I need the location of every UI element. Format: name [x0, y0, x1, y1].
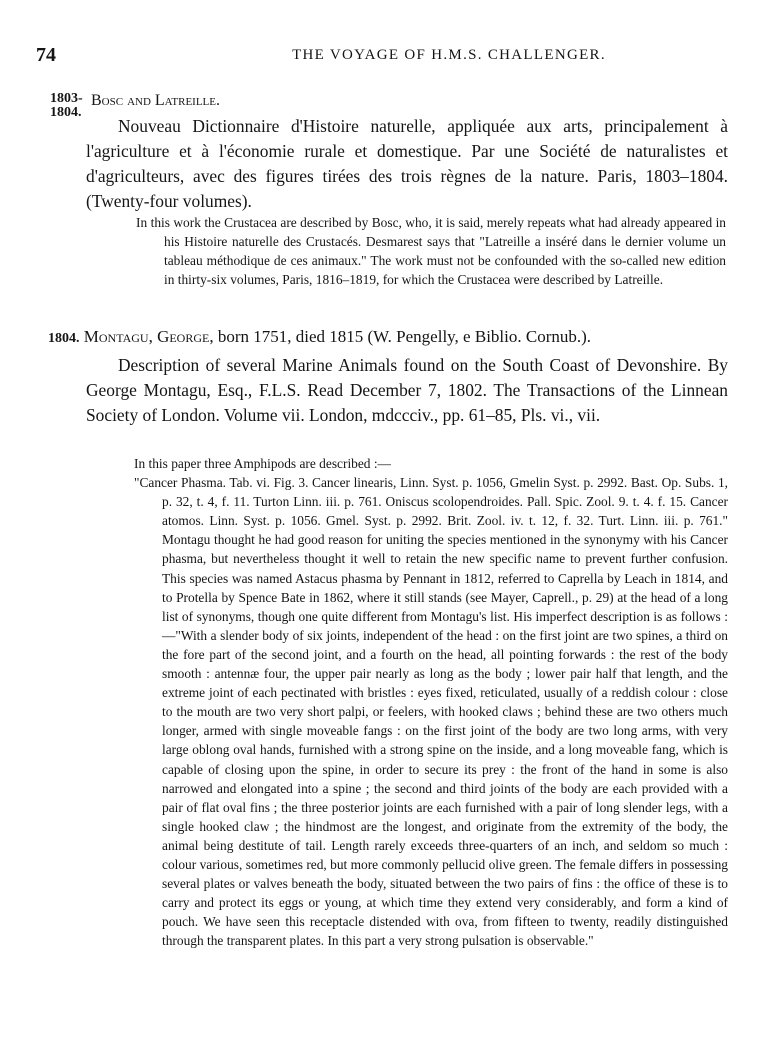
entry-title: Description of several Marine Animals found on the South Coast of Devonshire. By George Montagu, Esq., F.L.S. Read December 7, 1802. The Transactions of the Linnean Society of London. Volume vii. London, mdccciv., pp. 61–85, Pls. vi., vii. — [86, 355, 728, 425]
entry-note-body: "Cancer Phasma. Tab. vi. Fig. 3. Cancer linearis, Linn. Syst. p. 1056, Gmelin Syst. p. 2992. Bast. Op. Subs. 1, p. 32, t. 4, f. 11. Turton Linn. iii. p. 761. Oniscus scolopendroides. Pall. Spic. Zool. 9. t. 4. f. 15. Cancer atomos. Linn. Syst. p. 1056. Gmel. Syst. p. 2992. Brit. Zool. iv. t. 12, f. 32. Turt. Linn. iii. p. 761." Montagu thought he had good reason for uniting the species mentioned in the synonymy with his Cancer phasma, but nevertheless thought it well to retain the new specific name to prevent further confusion. This species was named Astacus phasma by Pennant in 1812, referred to Caprella by Leach in 1814, and to Protella by Spence Bate in 1862, where it still stands (see Mayer, Caprell., p. 29) at the head of a long list of synonyms, though one quite different from Montagu's list. His imperfect description is as follows :—"With a slender body of six joints, independent of the head : on the first joint are two spines, a third on the fore part of the second joint, and a fourth on the head, all pointing forwards : the rest of the body smooth : antennæ four, the upper pair nearly as long as the body ; lower pair half that length, and the extreme joint of each pectinated with bristles : eyes fixed, reticulated, usually of a reddish colour : close to the mouth are two very short palpi, or feelers, with hooked claws ; behind these are two others much longer, armed with single moveable fangs : on the first joint of the body are two long arms, with very large oblong oval hands, furnished with a strong spine on the inside, and a long moveable fang, which is capable of closing upon the spine, in order to secure its prey : the front of the hand in some is also narrowed and elongated into a spine ; the second and third joints of the body are each provided with a pair of flat oval fins ; the three posterior joints are each furnished with a pair of long slender legs, with a single hooked claw ; the hindmost are the longest, and originate from the extremity of the body, the animal being destitute of tail. Length rarely exceeds three-quarters of an inch, and seldom so much : colour various, sometimes red, but more commonly pellucid olive green. The female differs in possessing several plates or valves beneath the body, situated between the two pairs of fins : the office of these is to carry and protect its eggs or young, at which time they extend very considerably, and form a kind of pouch. We have seen this receptacle distended with ova, from fifteen to twenty, readily distinguished through the transparent plates. In this part a very strong pulsation is observable." — [134, 475, 728, 949]
entry-author-details: born 1751, died 1815 (W. Pengelly, e Biblio. Cornub.). — [213, 327, 592, 346]
entry-note-intro: In this paper three Amphipods are described :— — [134, 456, 391, 471]
entry-authors: Bosc and Latreille. — [91, 92, 220, 109]
entry-title-block — [86, 353, 728, 428]
entry-author: Montagu, George, — [83, 327, 214, 346]
entry-title-block — [86, 114, 728, 214]
page-header — [36, 44, 742, 68]
page-number: 74 — [36, 44, 56, 66]
entry-date-end: 1804. — [50, 105, 82, 120]
entry-note-text: In this work the Crustacea are described by Bosc, who, it is said, merely repeats what had already appeared in his Histoire naturelle des Crustacés. Desmarest says that "Latreille a inséré dans le dernier volume un tableau méthodique de ces animaux." The work must not be confounded with the so-called new edition in thirty-six volumes, Paris, 1816–1819, for which the Crustacea were described by Latreille. — [136, 215, 726, 288]
running-title: THE VOYAGE OF H.M.S. CHALLENGER. — [292, 47, 606, 63]
entry-note — [136, 213, 726, 289]
entry-title: Nouveau Dictionnaire d'Histoire naturelle, appliquée aux arts, principalement à l'agriculture et à l'économie rurale et domestique. Par une Société de naturalistes et d'agriculteurs, avec des figures tirées des trois règnes de la nature. Paris, 1803–1804. (Twenty-four volumes). — [86, 116, 728, 211]
entry-heading — [48, 328, 738, 348]
entry-date: 1804. — [48, 331, 80, 346]
entry-date-range — [50, 92, 83, 120]
entry-date-start: 1803- — [50, 91, 83, 106]
entry-note — [134, 454, 728, 950]
